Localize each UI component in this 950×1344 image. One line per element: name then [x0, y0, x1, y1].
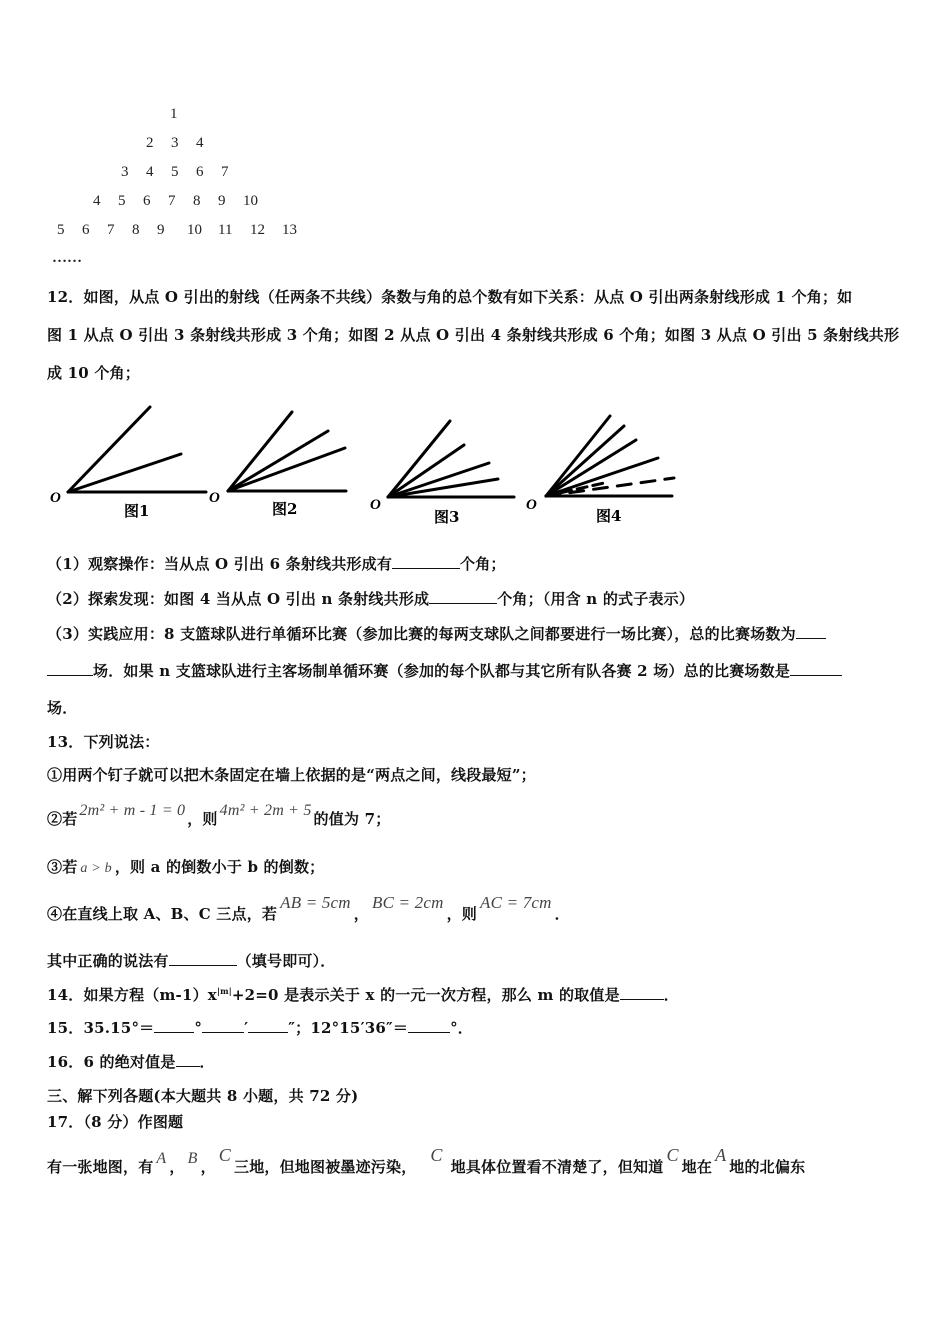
triangle-row-4 [93, 193, 258, 210]
triangle-number: 11 [218, 222, 233, 238]
figure-1 [46, 398, 216, 524]
answer-blank[interactable] [620, 985, 664, 1000]
q12-line-1: 12．如图，从点 O 引出的射线（任两条不共线）条数与角的总个数有如下关系：从点 O 引出两条射线形成 1 个角；如 [47, 288, 853, 306]
triangle-number: 9 [157, 222, 165, 238]
origin-label: O [370, 497, 381, 513]
triangle-number: 4 [196, 135, 204, 151]
q12-part-1-text: （1）观察操作：当从点 O 引出 6 条射线共形成有 [47, 555, 393, 573]
q12-part-3-line-3: 场． [47, 699, 78, 717]
figure-3-rays [366, 408, 526, 528]
q12-part-2-suffix: 个角；（用含 n 的式子表示） [497, 590, 695, 608]
answer-blank[interactable] [429, 589, 497, 604]
answer-blank[interactable] [154, 1018, 194, 1033]
answer-blank[interactable] [796, 624, 826, 639]
section-3-heading: 三、解下列各题(本大题共 8 小题，共 72 分) [47, 1087, 359, 1105]
q13-statement-2 [47, 802, 391, 829]
origin-label: O [209, 490, 220, 506]
q15-text-2: ″；12°15′36″＝ [288, 1019, 409, 1037]
triangle-ellipsis: …… [52, 250, 82, 266]
q13-s4-comma: ， [353, 905, 369, 923]
figure-1-rays [46, 398, 216, 524]
q14-suffix: ． [663, 986, 679, 1004]
q13-conclusion [47, 950, 336, 971]
triangle-number: 7 [221, 164, 229, 180]
ray [546, 440, 636, 496]
q16-suffix: ． [199, 1053, 215, 1071]
ray [388, 479, 498, 497]
equation: 2m² + m - 1 = 0 [79, 802, 186, 819]
point-a-label: A [156, 1150, 167, 1167]
triangle-number: 7 [107, 222, 115, 238]
figure-2-rays [206, 398, 366, 524]
q13-s4-prefix: ④在直线上取 A、B、C 三点，若 [47, 905, 278, 923]
q16-text: 16．6 的绝对值是 [47, 1053, 176, 1071]
triangle-number: 10 [187, 222, 202, 238]
point-b-label: B [187, 1150, 198, 1167]
q14-exponent: |m| [216, 986, 232, 996]
figure-4 [522, 404, 682, 528]
q13-statement-1: ①用两个钉子就可以把木条固定在墙上依据的是“两点之间，线段最短”； [47, 766, 536, 784]
q13-s4-mid: ，则 [446, 905, 478, 923]
degree-symbol: ° [194, 1019, 203, 1037]
q13-s3-suffix: ，则 a 的倒数小于 b 的倒数； [114, 858, 325, 876]
q13-s2-prefix: ②若 [47, 810, 78, 828]
q13-statement-3 [47, 856, 324, 877]
q17-text-3: 地具体位置看不清楚了，但知道 [450, 1158, 664, 1176]
q12-part-3-text: （3）实践应用：8 支篮球队进行单循环比赛（参加比赛的每两支球队之间都要进行一场比赛），总的比赛场数为 [47, 625, 796, 643]
origin-label: O [50, 490, 61, 506]
point-a-label: A [715, 1145, 727, 1165]
q14-text: 14．如果方程（m-1）x [47, 986, 217, 1004]
triangle-number: 10 [243, 193, 258, 209]
q13-s2-suffix: 的值为 7； [313, 810, 391, 828]
segment-bc: BC = 2cm [371, 893, 444, 912]
triangle-number: 5 [57, 222, 65, 238]
q16 [47, 1051, 215, 1072]
triangle-number: 2 [146, 135, 154, 151]
segment-ab: AB = 5cm [280, 893, 351, 912]
inequality: a > b [80, 861, 112, 876]
triangle-number: 5 [118, 193, 126, 209]
q13-conclusion-suffix: （填号即可）． [236, 952, 336, 970]
triangle-number: 3 [171, 135, 179, 151]
q17-body [47, 1145, 806, 1177]
point-c-label: C [430, 1145, 443, 1165]
q15-suffix: °． [450, 1019, 474, 1037]
figure-4-rays [522, 404, 682, 528]
q12-part-2-text: （2）探索发现：如图 4 当从点 O 引出 n 条射线共形成 [47, 590, 430, 608]
q17-title: 17．（8 分）作图题 [47, 1113, 184, 1131]
triangle-number: 8 [193, 193, 201, 209]
q12-part-2 [47, 588, 694, 609]
minute-symbol: ′ [244, 1019, 249, 1037]
q13-statement-4 [47, 893, 570, 924]
triangle-row-3 [121, 164, 229, 181]
triangle-row-2 [146, 135, 204, 152]
triangle-number: 7 [168, 193, 176, 209]
q13-s3-prefix: ③若 [47, 858, 78, 876]
q12-part-3-text-2: 场．如果 n 支篮球队进行主客场制单循环赛（参加的每个队都与其它所有队各赛 2 场）总的比赛场数是 [93, 662, 791, 680]
q12-line-2: 图 1 从点 O 引出 3 条射线共形成 3 个角；如图 2 从点 O 引出 4 条射线共形成 6 个角；如图 3 从点 O 引出 5 条射线共形 [47, 326, 900, 344]
q17-text-4: 地在 [681, 1158, 713, 1176]
q14 [47, 984, 679, 1005]
triangle-number: 6 [143, 193, 151, 209]
triangle-row-5 [57, 222, 297, 239]
triangle-number: 5 [171, 164, 179, 180]
segment-ac: AC = 7cm [480, 893, 552, 912]
q12-line-3: 成 10 个角； [47, 364, 140, 382]
answer-blank[interactable] [176, 1052, 200, 1067]
triangle-number: 4 [93, 193, 101, 209]
point-c-label: C [218, 1145, 231, 1165]
triangle-row-1 [170, 106, 178, 123]
figure-label: 图2 [272, 500, 298, 518]
q15 [47, 1017, 473, 1038]
point-c-label: C [666, 1145, 679, 1165]
figure-label: 图3 [434, 508, 460, 526]
figure-label: 图4 [596, 507, 622, 525]
triangle-number: 6 [196, 164, 204, 180]
figure-2 [206, 398, 366, 524]
triangle-number: 12 [250, 222, 265, 238]
origin-label: O [526, 497, 537, 513]
q17-text-5: 地的北偏东 [729, 1158, 806, 1176]
q17-text: 有一张地图，有 [47, 1158, 154, 1176]
q12-part-1 [47, 553, 506, 574]
triangle-number: 9 [218, 193, 226, 209]
q12-part-1-suffix: 个角； [460, 555, 506, 573]
q13-s4-suffix: ． [554, 905, 570, 923]
answer-blank[interactable] [47, 661, 93, 676]
ray [388, 445, 464, 497]
answer-blank[interactable] [392, 554, 460, 569]
q13-s2-mid: ，则 [187, 810, 218, 828]
q17-text-2: 三地，但地图被墨迹污染， [234, 1158, 417, 1176]
figure-label: 图1 [124, 502, 150, 520]
triangle-number: 6 [82, 222, 90, 238]
answer-blank[interactable] [790, 661, 842, 676]
q17-comma: ， [200, 1158, 216, 1176]
q12-part-3-line-1 [47, 623, 826, 644]
triangle-number: 8 [132, 222, 140, 238]
q13-title: 13．下列说法： [47, 733, 160, 751]
expression: 4m² + 2m + 5 [219, 802, 312, 819]
triangle-number: 3 [121, 164, 129, 180]
figure-3 [366, 408, 526, 528]
q17-comma: ， [169, 1158, 185, 1176]
answer-blank[interactable] [248, 1018, 288, 1033]
q12-part-3-line-2 [47, 660, 842, 681]
q15-text: 15．35.15°＝ [47, 1019, 155, 1037]
answer-blank[interactable] [169, 951, 237, 966]
answer-blank[interactable] [408, 1018, 450, 1033]
q14-text-2: +2=0 是表示关于 x 的一元一次方程，那么 m 的取值是 [231, 986, 620, 1004]
ray [546, 426, 624, 496]
triangle-number: 13 [282, 222, 297, 238]
triangle-number: 1 [170, 106, 178, 122]
answer-blank[interactable] [202, 1018, 244, 1033]
triangle-number: 4 [146, 164, 154, 180]
q13-conclusion-text: 其中正确的说法有 [47, 952, 169, 970]
